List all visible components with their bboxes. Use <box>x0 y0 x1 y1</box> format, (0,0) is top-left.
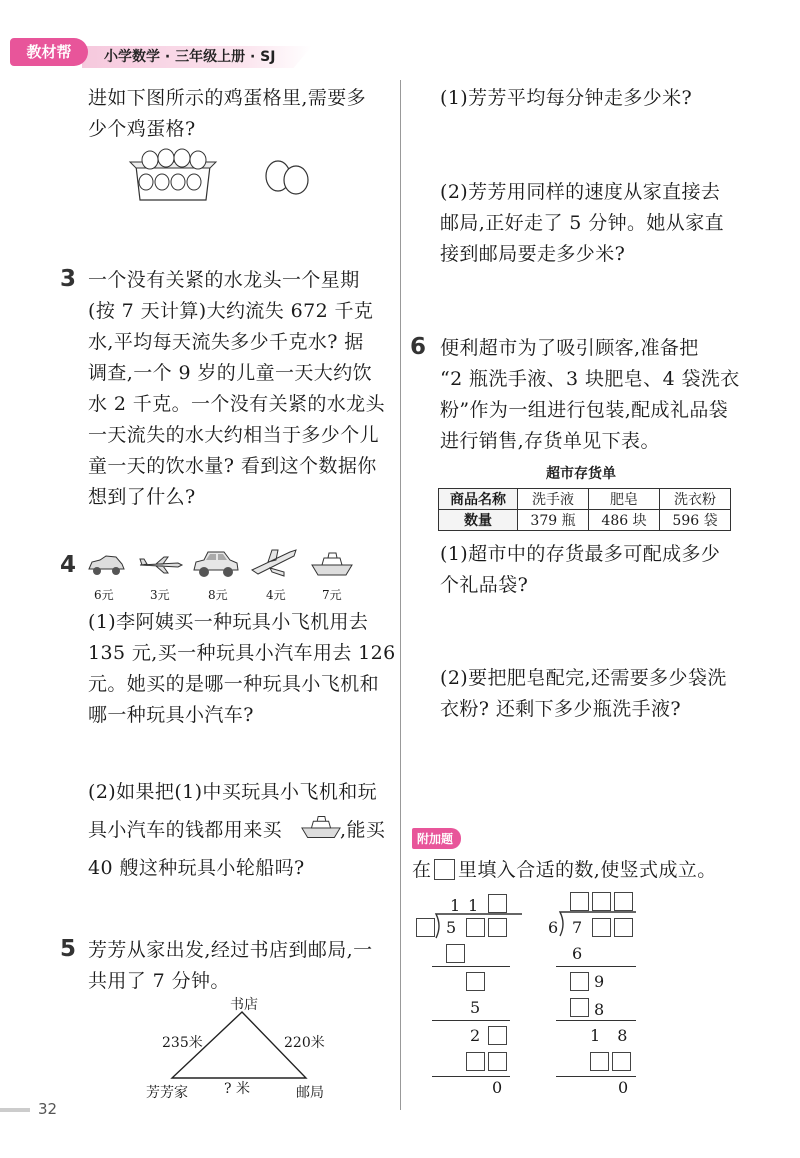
table-cell: 379 瓶 <box>518 510 589 531</box>
q3-line: 调查,一个 9 岁的儿童一天大约饮 <box>88 362 373 384</box>
q5-line: 芳芳从家出发,经过书店到邮局,一 <box>88 939 373 961</box>
q4-line: 元。她买的是哪一种玩具小飞机和 <box>88 673 380 695</box>
q4-line: 具小汽车的钱都用来买 <box>88 819 283 841</box>
bonus-instruction: 里填入合适的数,使竖式成立。 <box>458 859 717 881</box>
answer-box[interactable] <box>570 892 589 911</box>
column-divider <box>400 80 401 1110</box>
price-label: 7元 <box>322 588 342 602</box>
price-label: 8元 <box>208 588 228 602</box>
answer-box[interactable] <box>488 1052 507 1071</box>
page-number: 32 <box>38 1100 58 1118</box>
page-number-bar <box>0 1108 30 1112</box>
q6-line: 便利超市为了吸引顾客,准备把 <box>440 337 699 359</box>
q2-line: 进如下图所示的鸡蛋格里,需要多 <box>88 87 367 109</box>
plane-icon <box>248 546 298 580</box>
dividend-digit: 7 <box>572 918 583 937</box>
table-row <box>439 510 731 531</box>
table-title: 超市存货单 <box>546 466 616 482</box>
bonus-instruction: 在 <box>412 859 432 881</box>
q5-sub-line: 接到邮局要走多少米? <box>440 243 626 265</box>
answer-box[interactable] <box>570 998 589 1017</box>
table-cell: 肥皂 <box>589 489 660 510</box>
question-number: 3 <box>60 266 77 292</box>
remainder-digit: 0 <box>492 1078 503 1097</box>
car-icon <box>190 548 240 580</box>
answer-box[interactable] <box>488 1026 507 1045</box>
question-number: 4 <box>60 552 77 578</box>
diagram-label-post: 邮局 <box>296 1085 324 1101</box>
diagram-label-bookstore: 书店 <box>230 997 258 1013</box>
stock-table <box>438 488 731 531</box>
step-digit: 8 <box>594 1000 605 1019</box>
q6-line: 个礼品袋? <box>440 574 529 596</box>
division-line <box>556 1076 636 1077</box>
ship-icon <box>300 814 342 840</box>
answer-box[interactable] <box>466 972 485 991</box>
q5-sub-line: 邮局,正好走了 5 分钟。她从家直 <box>440 212 725 234</box>
answer-box[interactable] <box>592 918 611 937</box>
answer-box[interactable] <box>488 894 507 913</box>
division-line <box>432 1020 510 1021</box>
table-row <box>439 489 731 510</box>
q5-sub-line: (1)芳芳平均每分钟走多少米? <box>440 87 693 109</box>
q6-line: (1)超市中的存货最多可配成多少 <box>440 543 721 565</box>
division-line <box>556 966 636 967</box>
q6-line: 粉”作为一组进行包装,配成礼品袋 <box>440 399 729 421</box>
q6-line: “2 瓶洗手液、3 块肥皂、4 袋洗衣 <box>440 368 740 390</box>
q6-line: (2)要把肥皂配完,还需要多少袋洗 <box>440 667 727 689</box>
answer-box[interactable] <box>466 1052 485 1071</box>
diagram-label-distance: ? 米 <box>224 1081 250 1097</box>
diagram-label-left: 235米 <box>162 1035 203 1051</box>
q2-line: 少个鸡蛋格? <box>88 118 196 140</box>
q3-line: 想到了什么? <box>88 486 196 508</box>
remainder-digit: 0 <box>618 1078 629 1097</box>
price-label: 4元 <box>266 588 286 602</box>
answer-box[interactable] <box>592 892 611 911</box>
q3-line: 一天流失的水大约相当于多少个儿 <box>88 424 380 446</box>
answer-box[interactable] <box>416 918 435 937</box>
division-line <box>432 1076 510 1077</box>
step-digit: 1 8 <box>590 1026 634 1045</box>
answer-box[interactable] <box>614 918 633 937</box>
table-cell: 486 块 <box>589 510 660 531</box>
q4-line: ,能买 <box>340 819 386 841</box>
header-tag: 教材帮 <box>10 38 88 66</box>
answer-box[interactable] <box>434 859 455 880</box>
egg-carton-icon <box>128 148 218 204</box>
question-number: 6 <box>410 334 427 360</box>
q4-line: 135 元,买一种玩具小汽车用去 126 <box>88 642 396 664</box>
answer-box[interactable] <box>614 892 633 911</box>
ship-icon <box>310 551 354 577</box>
quotient-digit: 1 <box>450 896 461 915</box>
q3-line: (按 7 天计算)大约流失 672 千克 <box>88 300 374 322</box>
answer-box[interactable] <box>446 944 465 963</box>
q5-sub-line: (2)芳芳用同样的速度从家直接去 <box>440 181 721 203</box>
q4-line: (2)如果把(1)中买玩具小飞机和玩 <box>88 781 378 803</box>
step-digit: 9 <box>594 972 605 991</box>
car-icon <box>86 553 126 577</box>
q5-line: 共用了 7 分钟。 <box>88 970 230 992</box>
table-cell: 596 袋 <box>660 510 731 531</box>
dividend-digit: 5 <box>446 918 457 937</box>
table-cell: 数量 <box>439 510 518 531</box>
diagram-label-home: 芳芳家 <box>146 1085 188 1101</box>
price-label: 6元 <box>94 588 114 602</box>
price-label: 3元 <box>150 588 170 602</box>
q3-line: 水,平均每天流失多少千克水? 据 <box>88 331 364 353</box>
answer-box[interactable] <box>590 1052 609 1071</box>
division-line <box>432 966 510 967</box>
plane-icon <box>138 556 182 574</box>
table-cell: 洗手液 <box>518 489 589 510</box>
step-digit: 6 <box>572 944 583 963</box>
q6-line: 进行销售,存货单见下表。 <box>440 430 660 452</box>
division-line <box>556 1020 636 1021</box>
q3-line: 童一天的饮水量? 看到这个数据你 <box>88 455 377 477</box>
eggs-icon <box>262 156 312 196</box>
answer-box[interactable] <box>466 918 485 937</box>
q4-line: (1)李阿姨买一种玩具小飞机用去 <box>88 611 369 633</box>
q4-line: 40 艘这种玩具小轮船吗? <box>88 857 305 879</box>
step-digit: 2 <box>470 1026 481 1045</box>
q3-line: 水 2 千克。一个没有关紧的水龙头 <box>88 393 385 415</box>
answer-box[interactable] <box>570 972 589 991</box>
answer-box[interactable] <box>488 918 507 937</box>
bonus-tag: 附加题 <box>412 828 461 849</box>
quotient-digit: 1 <box>468 896 479 915</box>
question-number: 5 <box>60 936 77 962</box>
answer-box[interactable] <box>612 1052 631 1071</box>
divisor-digit: 6 <box>548 918 559 937</box>
q6-line: 衣粉? 还剩下多少瓶洗手液? <box>440 698 682 720</box>
header-title: 小学数学 · 三年级上册 · SJ <box>104 49 276 65</box>
table-cell: 洗衣粉 <box>660 489 731 510</box>
q4-line: 哪一种玩具小汽车? <box>88 704 254 726</box>
q3-line: 一个没有关紧的水龙头一个星期 <box>88 269 360 291</box>
diagram-label-right: 220米 <box>284 1035 325 1051</box>
step-digit: 5 <box>470 998 481 1017</box>
table-cell: 商品名称 <box>439 489 518 510</box>
